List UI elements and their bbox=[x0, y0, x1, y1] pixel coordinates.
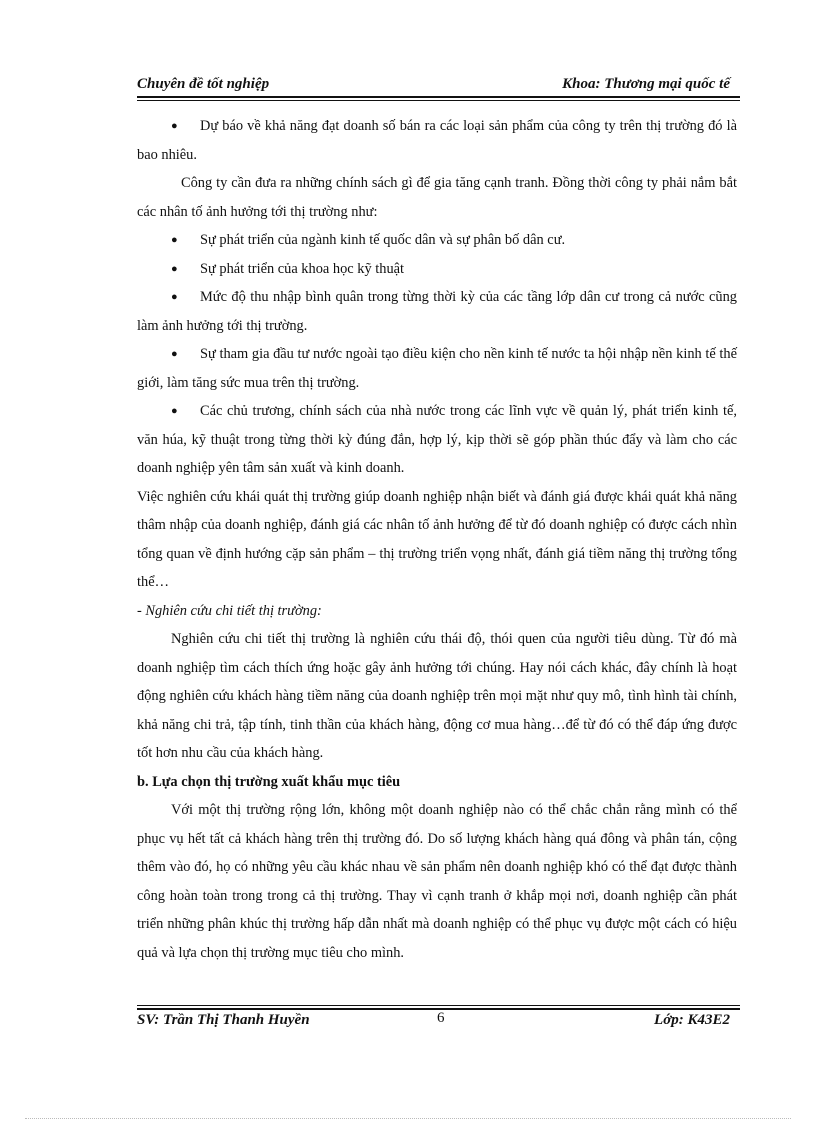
page-footer bbox=[137, 1012, 740, 1034]
bullet-paragraph: ● Sự phát triển của khoa học kỹ thuật bbox=[137, 255, 737, 284]
section-heading: b. Lựa chọn thị trường xuất khẩu mục tiêu bbox=[137, 773, 401, 790]
bullet-paragraph: ● Sự tham gia đầu tư nước ngoài tạo điều kiện cho nền kinh tế nước ta hội nhập nền kinh tế thế giới, làm tăng sức mua trên thị trường. bbox=[137, 340, 737, 397]
bullet-paragraph: ● Các chủ trương, chính sách của nhà nước trong các lĩnh vực về quản lý, phát triển kinh tế, văn húa, kỹ thuật trong từng thời kỳ đúng đắn, hợp lý, kịp thời sẽ góp phần thúc đẩy và làm cho các doanh nghiệp yên tâm sản xuất và kinh doanh. bbox=[137, 397, 737, 483]
bullet-icon: ● bbox=[171, 234, 178, 246]
bullet-icon: ● bbox=[171, 262, 178, 275]
page-body bbox=[137, 112, 737, 967]
footer-rule-thin bbox=[137, 1005, 740, 1006]
paragraph: Với một thị trường rộng lớn, không một doanh nghiệp nào có thể chắc chắn rằng mình có thể phục vụ hết tất cả khách hàng trên thị trường đó. Do số lượng khách hàng quá đông và phân tán, cộng thêm vào đó, họ có những yêu cầu khác nhau về sản phẩm nên doanh nghiệp khó có thể đạt được thành công hoàn toàn trong trong cả thị trường. Thay vì cạnh tranh ở khắp mọi nơi, doanh nghiệp cần phát triển những phân khúc thị trường hấp dẫn nhất mà doanh nghiệp có thể phục vụ được một cách có hiệu quả và lựa chọn thị trường mục tiêu cho mình. bbox=[137, 802, 737, 961]
footer-student: SV: Trần Thị Thanh Huyền bbox=[137, 1012, 310, 1028]
paragraph: Công ty cần đưa ra những chính sách gì để gia tăng cạnh tranh. Đồng thời công ty phải nắm bắt các nhân tố ảnh hưởng tới thị trường như: bbox=[137, 175, 737, 220]
bullet-icon: ● bbox=[171, 120, 178, 132]
bullet-icon: ● bbox=[171, 291, 178, 303]
page-header bbox=[137, 74, 740, 98]
paragraph: Việc nghiên cứu khái quát thị trường giúp doanh nghiệp nhận biết và đánh giá được khái quát khả năng thâm nhập của doanh nghiệp, đánh giá các nhân tố ảnh hưởng để từ đó doanh nghiệp có được cách nhìn tổng quan về định hướng cặp sản phẩm – thị trường triển vọng nhất, đánh giá tiềm năng thị trường tổng thể… bbox=[137, 488, 737, 590]
bullet-icon: ● bbox=[171, 405, 178, 417]
bullet-icon: ● bbox=[171, 348, 178, 360]
bullet-paragraph: ● Sự phát triển của ngành kinh tế quốc dân và sự phân bố dân cư. bbox=[137, 226, 737, 255]
page-edge-divider bbox=[25, 1118, 791, 1119]
header-rule-thin bbox=[137, 100, 740, 101]
header-rule bbox=[137, 96, 740, 98]
bullet-paragraph: ● Mức độ thu nhập bình quân trong từng thời kỳ của các tầng lớp dân cư trong cả nước cũng làm ảnh hưởng tới thị trường. bbox=[137, 283, 737, 340]
header-title: Chuyên đề tốt nghiệp bbox=[137, 76, 270, 92]
header-department: Khoa: Thương mại quốc tế bbox=[562, 76, 730, 92]
paragraph: Nghiên cứu chi tiết thị trường là nghiên cứu thái độ, thói quen của người tiêu dùng. Từ đó mà doanh nghiệp tìm cách thích ứng hoặc gây ảnh hưởng tới chúng. Hay nói cách khác, đây chính là hoạt động nghiên cứu khách hàng tiềm năng của doanh nghiệp trên mọi mặt như quy mô, tình hình tài chính, khả năng chi trả, tập tính, tinh thần của khách hàng, động cơ mua hàng…để từ đó có thể đáp ứng được tốt hơn nhu cầu của khách hàng. bbox=[137, 631, 737, 761]
footer-class: Lớp: K43E2 bbox=[654, 1012, 730, 1028]
page-number: 6 bbox=[437, 1010, 445, 1026]
bullet-paragraph: ● Dự báo về khả năng đạt doanh số bán ra các loại sản phẩm của công ty trên thị trường đó là bao nhiêu. bbox=[137, 112, 737, 169]
subheading: - Nghiên cứu chi tiết thị trường: bbox=[137, 602, 322, 619]
